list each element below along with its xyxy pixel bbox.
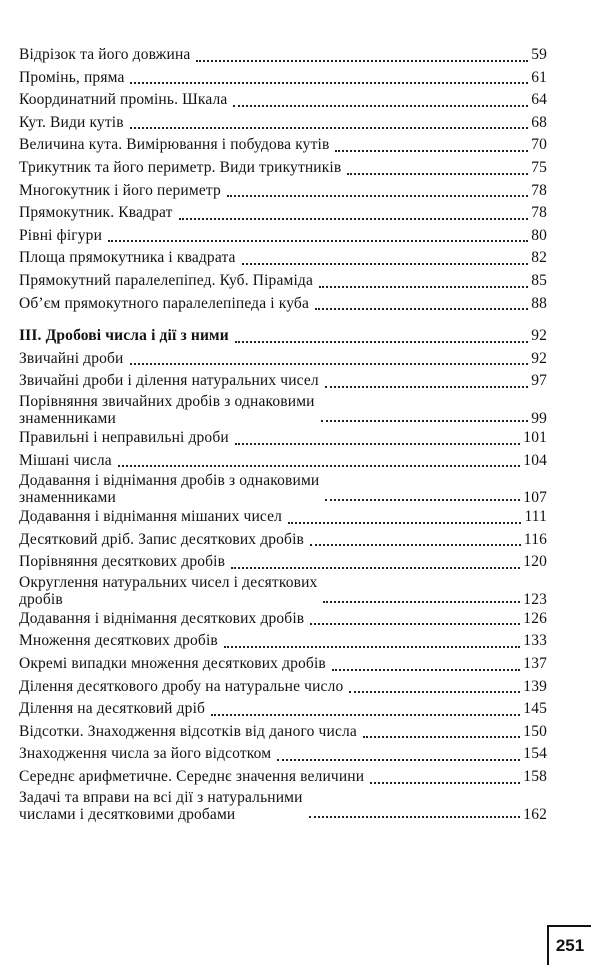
dot-leader [315, 308, 528, 310]
toc-entry-title: Десятковий дріб. Запис десяткових дробів [19, 530, 305, 548]
toc-section-heading[interactable] [19, 325, 547, 348]
dot-leader [231, 567, 520, 569]
dot-leader [118, 465, 521, 467]
dot-leader [325, 499, 520, 501]
toc-entry-title: Додавання і віднімання десяткових дробів [19, 609, 305, 627]
dot-leader [130, 82, 528, 84]
dot-leader [235, 341, 528, 343]
page-number: 251 [547, 925, 591, 965]
toc-entry[interactable] [19, 202, 547, 225]
dot-leader [335, 150, 528, 152]
dot-leader [325, 386, 528, 388]
table-of-contents [19, 44, 547, 823]
toc-entry-page: 123 [523, 590, 547, 608]
toc-entry-title: Об’єм прямокутного паралелепіпеда і куба [19, 294, 309, 312]
toc-entry-page: 104 [523, 451, 547, 469]
toc-entry-page: 80 [531, 226, 547, 244]
toc-entry-page: 97 [531, 372, 547, 390]
section-title: III. Дробові числа і дії з ними [19, 327, 229, 345]
toc-entry[interactable] [19, 134, 547, 157]
toc-entry[interactable] [19, 270, 547, 293]
toc-entry-title: Округлення натуральних чисел і десяткових дробів [19, 573, 318, 608]
toc-entry[interactable] [19, 393, 547, 427]
toc-entry-title: Звичайні дроби [19, 349, 124, 367]
toc-entry-title: Правильні і неправильні дроби [19, 428, 229, 446]
toc-entry-page: 92 [531, 349, 547, 367]
toc-entry-page: 158 [523, 768, 547, 786]
toc-entry[interactable] [19, 157, 547, 180]
toc-entry[interactable] [19, 112, 547, 135]
toc-entry-title: Рівні фігури [19, 226, 103, 244]
toc-entry-page: 78 [531, 181, 547, 199]
toc-entry-page: 68 [531, 113, 547, 131]
toc-entry-title: Порівняння звичайних дробів з однаковими знаменниками [19, 392, 315, 427]
toc-entry[interactable] [19, 506, 547, 529]
toc-entry-title: Задачі та вправи на всі дії з натуральними числами і десятковими дробами [19, 788, 303, 823]
toc-entry-page: 92 [531, 327, 547, 345]
toc-entry-title: Порівняння десяткових дробів [19, 553, 226, 571]
toc-entry-page: 70 [531, 136, 547, 154]
toc-entry-title: Величина кута. Вимірювання і побудова кутів [19, 136, 330, 154]
toc-entry-title: Додавання і віднімання дробів з однаковими знаменниками [19, 472, 320, 507]
dot-leader [211, 714, 520, 716]
toc-entry[interactable] [19, 529, 547, 552]
toc-entry[interactable] [19, 293, 547, 316]
toc-entry-title: Прямокутник. Квадрат [19, 204, 173, 222]
toc-entry-title: Мішані числа [19, 451, 112, 469]
toc-entry[interactable] [19, 630, 547, 653]
dot-leader [321, 420, 529, 422]
dot-leader [242, 263, 529, 265]
toc-entry[interactable] [19, 348, 547, 371]
toc-entry[interactable] [19, 676, 547, 699]
dot-leader [310, 623, 520, 625]
dot-leader [235, 443, 520, 445]
dot-leader [310, 544, 521, 546]
dot-leader [224, 646, 520, 648]
toc-entry[interactable] [19, 180, 547, 203]
toc-entry[interactable] [19, 247, 547, 270]
dot-leader [227, 195, 528, 197]
dot-leader [370, 782, 520, 784]
toc-entry-page: 61 [531, 68, 547, 86]
dot-leader [332, 669, 520, 671]
toc-entry-page: 64 [531, 91, 547, 109]
dot-leader [323, 601, 520, 603]
dot-leader [233, 105, 528, 107]
toc-entry-page: 59 [531, 46, 547, 63]
toc-entry[interactable] [19, 721, 547, 744]
toc-entry-title: Звичайні дроби і ділення натуральних чисел [19, 372, 319, 390]
toc-entry-title: Площа прямокутника і квадрата [19, 249, 236, 267]
toc-entry-page: 75 [531, 158, 547, 176]
toc-entry-page: 162 [523, 805, 547, 823]
toc-entry-page: 82 [531, 249, 547, 267]
dot-leader [347, 173, 528, 175]
toc-entry-page: 116 [523, 530, 547, 548]
toc-entry[interactable] [19, 225, 547, 248]
toc-entry-page: 111 [524, 508, 547, 526]
toc-entry[interactable] [19, 67, 547, 90]
toc-entry[interactable] [19, 698, 547, 721]
dot-leader [108, 240, 528, 242]
toc-entry-page: 107 [523, 489, 547, 507]
dot-leader [349, 691, 520, 693]
toc-entry-title: Прямокутний паралелепіпед. Куб. Піраміда [19, 271, 313, 289]
toc-entry[interactable] [19, 450, 547, 473]
toc-entry-title: Відсотки. Знаходження відсотків від даного числа [19, 722, 357, 740]
toc-entry-title: Знаходження числа за його відсотком [19, 745, 272, 763]
toc-entry[interactable] [19, 789, 547, 823]
toc-entry-title: Окремі випадки множення десяткових дробів [19, 655, 326, 673]
toc-entry-title: Координатний промінь. Шкала [19, 91, 228, 109]
toc-entry[interactable] [19, 766, 547, 789]
toc-entry-page: 126 [523, 609, 547, 627]
toc-entry-page: 150 [523, 722, 547, 740]
toc-entry-page: 139 [523, 677, 547, 695]
toc-entry-page: 78 [531, 204, 547, 222]
toc-entry[interactable] [19, 44, 547, 67]
dot-leader [319, 286, 528, 288]
toc-entry[interactable] [19, 472, 547, 506]
toc-entry[interactable] [19, 653, 547, 676]
toc-entry-page: 88 [531, 294, 547, 312]
dot-leader [309, 816, 521, 818]
dot-leader [130, 363, 529, 365]
toc-entry-title: Промінь, пряма [19, 68, 125, 86]
toc-entry-page: 137 [523, 655, 547, 673]
toc-entry-page: 133 [523, 632, 547, 650]
toc-entry-page: 120 [523, 553, 547, 571]
dot-leader [363, 736, 520, 738]
toc-entry[interactable] [19, 370, 547, 393]
toc-entry-page: 101 [523, 428, 547, 446]
dot-leader [130, 127, 529, 129]
dot-leader [288, 522, 521, 524]
toc-entry[interactable] [19, 551, 547, 574]
toc-entry[interactable] [19, 427, 547, 450]
dot-leader [196, 60, 528, 62]
toc-entry[interactable] [19, 574, 547, 608]
toc-entry[interactable] [19, 89, 547, 112]
toc-entry-page: 85 [531, 271, 547, 289]
toc-entry-page: 145 [523, 700, 547, 718]
toc-entry-title: Ділення на десятковий дріб [19, 700, 206, 718]
toc-entry-page: 99 [531, 409, 547, 427]
dot-leader [277, 759, 520, 761]
toc-entry-title: Ділення десяткового дробу на натуральне число [19, 677, 344, 695]
toc-entry-title: Кут. Види кутів [19, 113, 124, 131]
toc-entry-page: 154 [523, 745, 547, 763]
dot-leader [179, 218, 529, 220]
toc-entry-title: Середнє арифметичне. Середнє значення величини [19, 768, 365, 786]
toc-entry-title: Многокутник і його периметр [19, 181, 221, 199]
toc-entry-title: Множення десяткових дробів [19, 632, 218, 650]
toc-entry-title: Трикутник та його периметр. Види трикутників [19, 158, 342, 176]
toc-entry-title: Відрізок та його довжина [19, 46, 191, 63]
toc-entry[interactable] [19, 743, 547, 766]
toc-entry-title: Додавання і віднімання мішаних чисел [19, 508, 283, 526]
toc-entry[interactable] [19, 608, 547, 631]
